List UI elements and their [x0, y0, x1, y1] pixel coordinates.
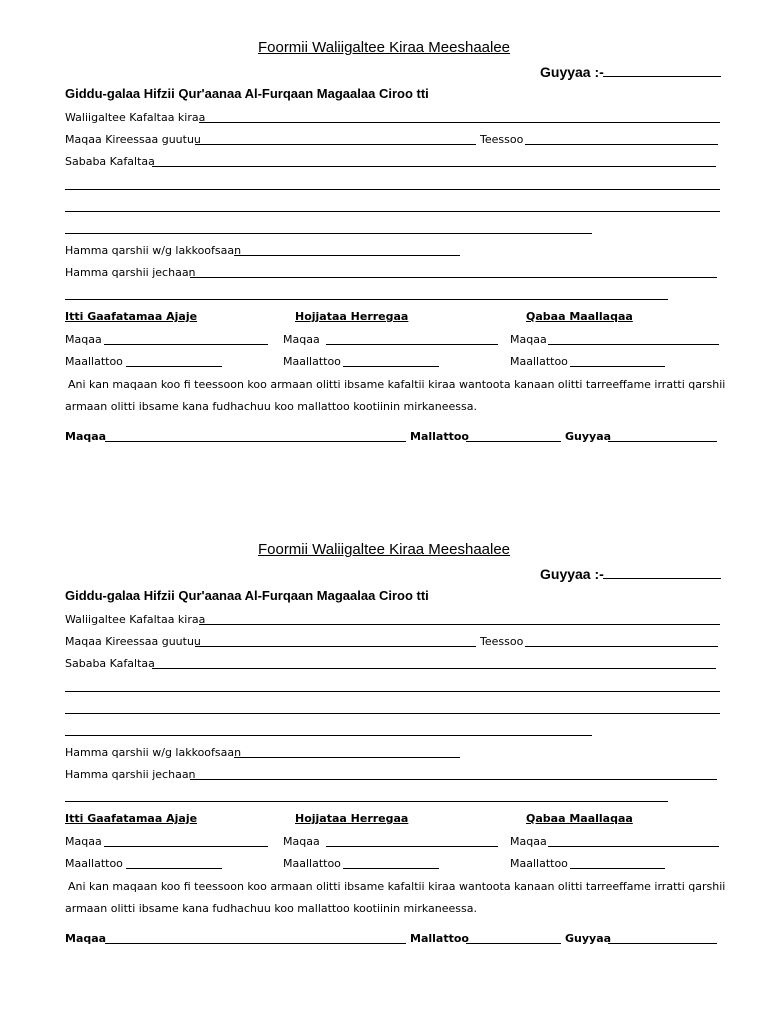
form-title: Foormii Waliigaltee Kiraa Meeshaalee	[257, 39, 511, 56]
accountant-signature-field[interactable]	[343, 366, 439, 367]
cashier-name-label: Maqaa	[510, 333, 547, 346]
declaration-line-1: Ani kan maqaan koo fi teessoon koo armaan olitti ibsame kafaltii kiraa wantoota kanaan olitti tarreeffame irratti qarshii	[68, 378, 726, 391]
signoff-name-label: Maqaa	[65, 932, 107, 945]
reason-field[interactable]	[152, 166, 716, 167]
declaration-line-1: Ani kan maqaan koo fi teessoon koo armaan olitti ibsame kafaltii kiraa wantoota kanaan olitti tarreeffame irratti qarshii	[68, 880, 726, 893]
amount-words-field-line-2[interactable]	[65, 801, 668, 802]
accountant-name-field[interactable]	[326, 846, 498, 847]
center-name: Giddu-galaa Hifzii Qur'aanaa Al-Furqaan Magaalaa Ciroo tti	[65, 86, 429, 101]
signoff-signature-field[interactable]	[466, 441, 561, 442]
signoff-name-label: Maqaa	[65, 430, 107, 443]
accountant-name-field[interactable]	[326, 344, 498, 345]
reason-field-line-4[interactable]	[65, 735, 592, 736]
signoff-name-field[interactable]	[105, 441, 406, 442]
accountant-signature-label: Maallattoo	[283, 857, 341, 870]
reason-label: Sababa Kafaltaa	[65, 657, 155, 670]
amount-figures-field[interactable]	[234, 757, 460, 758]
col-header-authorizer: Itti Gaafatamaa Ajaje	[65, 310, 198, 323]
amount-figures-field[interactable]	[234, 255, 460, 256]
renter-label: Waliigaltee Kafaltaa kiraa	[65, 613, 206, 626]
accountant-signature-label: Maallattoo	[283, 355, 341, 368]
authorizer-signature-field[interactable]	[126, 366, 222, 367]
date-field[interactable]	[603, 76, 721, 77]
amount-words-field[interactable]	[190, 779, 717, 780]
form-title: Foormii Waliigaltee Kiraa Meeshaalee	[257, 541, 511, 558]
rental-form-1	[0, 0, 768, 480]
authorizer-name-field[interactable]	[104, 344, 268, 345]
renter-field[interactable]	[199, 624, 720, 625]
authorizer-signature-label: Maallattoo	[65, 355, 123, 368]
signoff-signature-label: Mallattoo	[410, 430, 469, 443]
cashier-name-label: Maqaa	[510, 835, 547, 848]
col-header-accountant: Hojjataa Herregaa	[295, 310, 409, 323]
signoff-date-label: Guyyaa	[565, 430, 612, 443]
reason-field-line-2[interactable]	[65, 189, 720, 190]
signoff-date-field[interactable]	[608, 943, 717, 944]
signoff-signature-label: Mallattoo	[410, 932, 469, 945]
renter-label: Waliigaltee Kafaltaa kiraa	[65, 111, 206, 124]
date-label: Guyyaa :-	[540, 566, 604, 582]
col-header-cashier: Qabaa Maallaqaa	[526, 310, 633, 323]
amount-words-field[interactable]	[190, 277, 717, 278]
rental-form-2	[0, 502, 768, 982]
authorizer-signature-label: Maallattoo	[65, 857, 123, 870]
declaration-line-2: armaan olitti ibsame kana fudhachuu koo mallattoo kootiinin mirkaneessa.	[65, 902, 477, 915]
signoff-date-label: Guyyaa	[565, 932, 612, 945]
reason-field[interactable]	[152, 668, 716, 669]
amount-figures-label: Hamma qarshii w/g lakkoofsaan	[65, 746, 242, 759]
reason-field-line-3[interactable]	[65, 713, 720, 714]
amount-figures-label: Hamma qarshii w/g lakkoofsaan	[65, 244, 242, 257]
center-name: Giddu-galaa Hifzii Qur'aanaa Al-Furqaan Magaalaa Ciroo tti	[65, 588, 429, 603]
col-header-accountant: Hojjataa Herregaa	[295, 812, 409, 825]
authorizer-name-field[interactable]	[104, 846, 268, 847]
cashier-signature-field[interactable]	[570, 366, 665, 367]
accountant-signature-field[interactable]	[343, 868, 439, 869]
declaration-line-2: armaan olitti ibsame kana fudhachuu koo mallattoo kootiinin mirkaneessa.	[65, 400, 477, 413]
renter-field[interactable]	[199, 122, 720, 123]
address-field[interactable]	[525, 144, 718, 145]
signoff-name-field[interactable]	[105, 943, 406, 944]
amount-words-label: Hamma qarshii jechaan	[65, 768, 196, 781]
name-field[interactable]	[195, 646, 476, 647]
reason-field-line-3[interactable]	[65, 211, 720, 212]
reason-field-line-4[interactable]	[65, 233, 592, 234]
address-field[interactable]	[525, 646, 718, 647]
amount-words-label: Hamma qarshii jechaan	[65, 266, 196, 279]
address-label: Teessoo	[480, 133, 524, 146]
name-label: Maqaa Kireessaa guutuu	[65, 133, 201, 146]
col-header-authorizer: Itti Gaafatamaa Ajaje	[65, 812, 198, 825]
date-label: Guyyaa :-	[540, 64, 604, 80]
cashier-signature-label: Maallattoo	[510, 355, 568, 368]
reason-field-line-2[interactable]	[65, 691, 720, 692]
name-field[interactable]	[195, 144, 476, 145]
authorizer-name-label: Maqaa	[65, 333, 102, 346]
accountant-name-label: Maqaa	[283, 835, 320, 848]
date-field[interactable]	[603, 578, 721, 579]
col-header-cashier: Qabaa Maallaqaa	[526, 812, 633, 825]
cashier-signature-field[interactable]	[570, 868, 665, 869]
name-label: Maqaa Kireessaa guutuu	[65, 635, 201, 648]
authorizer-signature-field[interactable]	[126, 868, 222, 869]
cashier-name-field[interactable]	[548, 344, 719, 345]
address-label: Teessoo	[480, 635, 524, 648]
authorizer-name-label: Maqaa	[65, 835, 102, 848]
amount-words-field-line-2[interactable]	[65, 299, 668, 300]
reason-label: Sababa Kafaltaa	[65, 155, 155, 168]
accountant-name-label: Maqaa	[283, 333, 320, 346]
cashier-signature-label: Maallattoo	[510, 857, 568, 870]
cashier-name-field[interactable]	[548, 846, 719, 847]
signoff-date-field[interactable]	[608, 441, 717, 442]
signoff-signature-field[interactable]	[466, 943, 561, 944]
